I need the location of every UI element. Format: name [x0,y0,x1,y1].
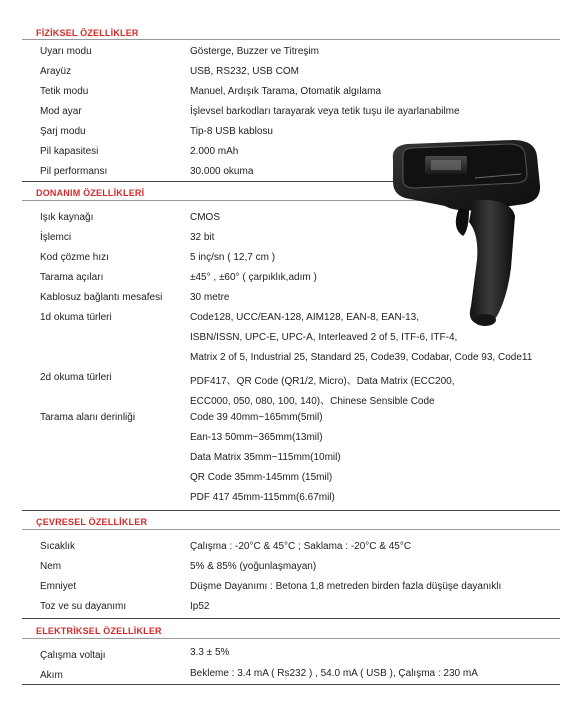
spec-value: Gösterge, Buzzer ve Titreşim [190,46,319,57]
barcode-scanner-image [385,138,545,333]
spec-value: QR Code 35mm-145mm (15mil) [190,472,333,483]
spec-value: USB, RS232, USB COM [190,66,299,77]
section-title-elektriksel: ELEKTRİKSEL ÖZELLİKLER [36,626,162,636]
spec-value: Matrix 2 of 5, Industrial 25, Standard 25, Code39, Codabar, Code 93, Code11 [190,352,533,363]
spec-label: Arayüz [40,66,72,77]
spec-value: 30.000 okuma [190,166,254,177]
section-title-cevresel: ÇEVRESEL ÖZELLİKLER [36,517,148,527]
spec-value: İşlevsel barkodları tarayarak veya tetik tuşu ile ayarlanabilme [190,106,460,117]
spec-value: ISBN/ISSN, UPC-E, UPC-A, Interleaved 2 of 5, ITF-6, ITF-4, [190,332,458,343]
section-title-donanim: DONANIM ÖZELLİKLERİ [36,188,145,198]
spec-value: 2.000 mAh [190,146,239,157]
spec-value: 30 metre [190,292,230,303]
divider [22,39,560,40]
spec-value: PDF 417 45mm-115mm(6.67mil) [190,492,335,503]
spec-value: Data Matrix 35mm~115mm(10mil) [190,452,341,463]
spec-label: Sıcaklık [40,541,76,552]
spec-label: Emniyet [40,581,77,592]
divider [22,638,560,639]
spec-label: 1d okuma türleri [40,312,112,323]
spec-value: 32 bit [190,232,215,243]
spec-label: Pil performansı [40,166,108,177]
divider [22,510,560,511]
spec-value: 5 inç/sn ( 12,7 cm ) [190,252,276,263]
spec-value: ±45° , ±60° ( çarpıklık,adım ) [190,272,317,283]
spec-label: Çalışma voltajı [40,650,106,661]
spec-value: Ean-13 50mm~365mm(13mil) [190,432,323,443]
spec-value: Tip-8 USB kablosu [190,126,273,137]
spec-label: Şarj modu [40,126,86,137]
spec-value: Ip52 [190,601,210,612]
spec-value: PDF417、QR Code (QR1/2, Micro)、Data Matrix (ECC200, [190,376,455,387]
spec-label: Tarama alanı derinliği [40,412,136,423]
spec-label: 2d okuma türleri [40,372,112,383]
spec-label: Tetik modu [40,86,89,97]
divider [22,618,560,619]
spec-label: Toz ve su dayanımı [40,601,127,612]
spec-value: Code 39 40mm~165mm(5mil) [190,412,323,423]
divider [22,684,560,685]
spec-value: 3.3 ± 5% [190,647,230,658]
spec-label: Tarama açıları [40,272,104,283]
spec-value: 5% & 85% (yoğunlaşmayan) [190,561,317,572]
spec-value: Manuel, Ardışık Tarama, Otomatik algılama [190,86,382,97]
divider [22,529,560,530]
spec-label: Pil kapasitesi [40,146,99,157]
spec-value: CMOS [190,212,220,223]
spec-label: Mod ayar [40,106,82,117]
spec-label: İşlemci [40,232,72,243]
spec-label: Kod çözme hızı [40,252,109,263]
divider [22,181,422,182]
spec-value: Code128, UCC/EAN-128, AIM128, EAN-8, EAN-13, [190,312,419,323]
spec-label: Kablosuz bağlantı mesafesi [40,292,163,303]
spec-label: Nem [40,561,62,572]
divider [22,200,422,201]
spec-value: Düşme Dayanımı : Betona 1,8 metreden birden fazla düşüşe dayanıklı [190,581,502,592]
spec-value: Çalışma : -20°C & 45°C ; Saklama : -20°C & 45°C [190,541,412,552]
spec-label: Akım [40,670,63,681]
section-title-fiziksel: FİZİKSEL ÖZELLİKLER [36,28,139,38]
spec-label: Işık kaynağı [40,212,94,223]
spec-value: ECC000, 050, 080, 100, 140)、Chinese Sensible Code [190,396,435,407]
spec-value: Bekleme : 3.4 mA ( Rs232 ) , 54.0 mA ( USB ), Çalışma : 230 mA [190,668,478,679]
spec-label: Uyarı modu [40,46,92,57]
